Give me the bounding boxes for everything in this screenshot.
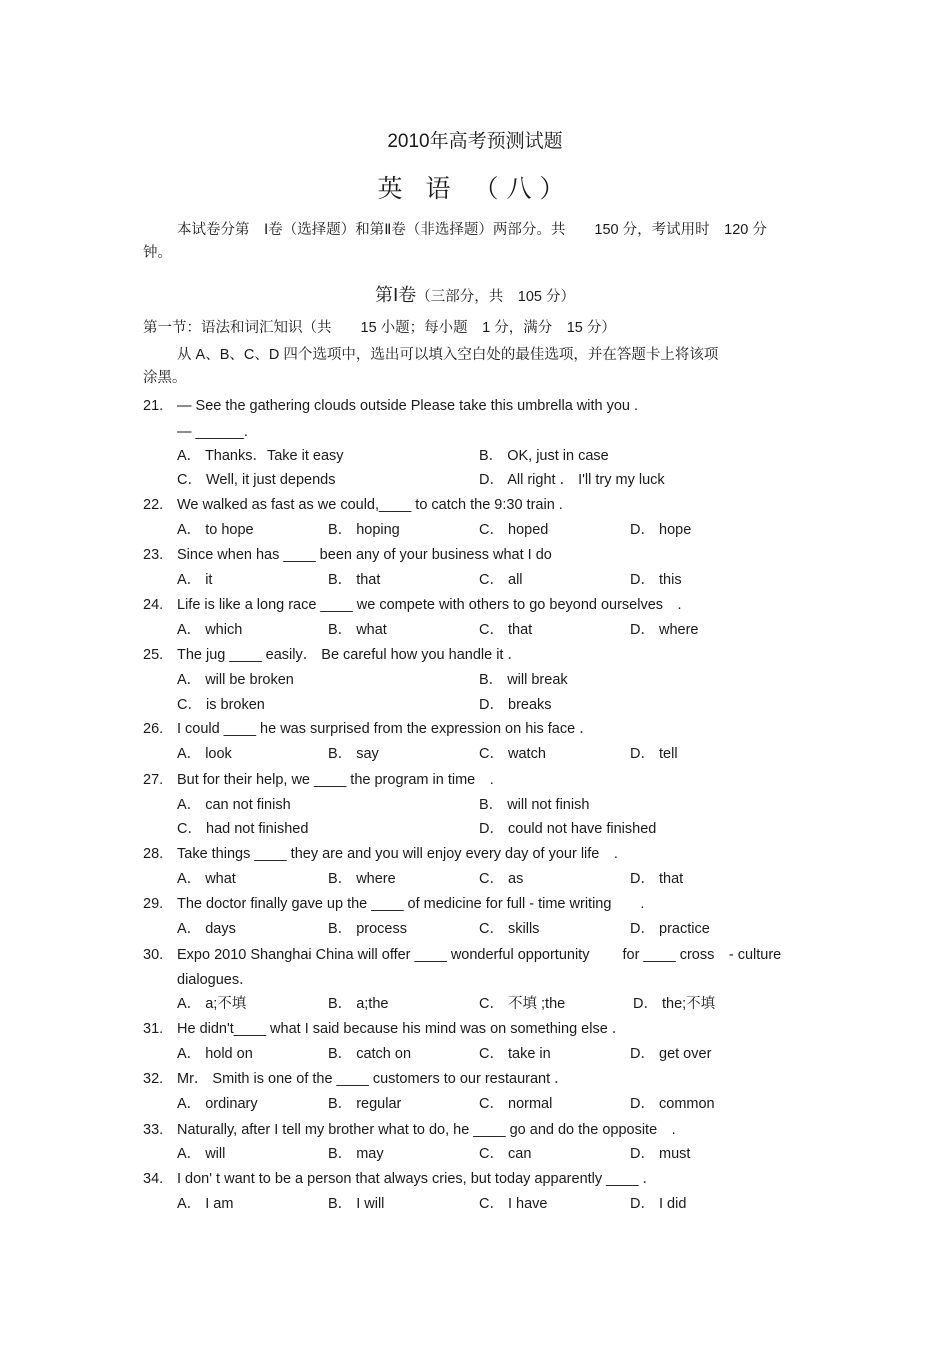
option-b[interactable]: B． a;the bbox=[328, 996, 389, 1012]
option-d[interactable]: D． common bbox=[630, 1096, 715, 1112]
question-text: Take things ____ they are and you will enjoy every day of your life . bbox=[177, 846, 618, 862]
question-text-continued: dialogues． bbox=[177, 972, 254, 988]
option-a[interactable]: A． which bbox=[177, 622, 243, 638]
option-b[interactable]: B． will break bbox=[479, 672, 568, 688]
option-d[interactable]: D． I did bbox=[630, 1196, 687, 1212]
option-a[interactable]: A． hold on bbox=[177, 1046, 253, 1062]
question-text: He didn't____ what I said because his mind was on something else ． bbox=[177, 1021, 627, 1037]
question-number: 29. bbox=[143, 896, 164, 912]
option-c[interactable]: C． can bbox=[479, 1146, 532, 1162]
option-a[interactable]: A． a;不填 bbox=[177, 996, 247, 1012]
option-c[interactable]: C． Well, it just depends bbox=[177, 472, 336, 488]
option-c[interactable]: C． hoped bbox=[479, 522, 549, 538]
question-number: 32. bbox=[143, 1071, 164, 1087]
option-b[interactable]: B． what bbox=[328, 622, 387, 638]
option-a[interactable]: A． will be broken bbox=[177, 672, 294, 688]
part-subtitle: （三部分，共 105 分） bbox=[416, 289, 576, 305]
option-d[interactable]: D． where bbox=[630, 622, 699, 638]
option-d[interactable]: D． could not have finished bbox=[479, 821, 657, 837]
intro-line-2: 钟。 bbox=[143, 245, 172, 261]
option-d[interactable]: D． hope bbox=[630, 522, 692, 538]
option-d[interactable]: D． this bbox=[630, 572, 682, 588]
option-a[interactable]: A． I am bbox=[177, 1196, 234, 1212]
question-number: 30. bbox=[143, 947, 164, 963]
question-text: Since when has ____ been any of your business what I do bbox=[177, 547, 552, 563]
option-d[interactable]: D． get over bbox=[630, 1046, 712, 1062]
option-b[interactable]: B． I will bbox=[328, 1196, 385, 1212]
question-text: The jug ____ easily． Be careful how you handle it ． bbox=[177, 647, 522, 663]
part-heading bbox=[0, 283, 950, 309]
option-a[interactable]: A． can not finish bbox=[177, 797, 291, 813]
option-b[interactable]: B． will not finish bbox=[479, 797, 590, 813]
question-number: 27. bbox=[143, 772, 164, 788]
option-c[interactable]: C． had not finished bbox=[177, 821, 309, 837]
option-c[interactable]: C． all bbox=[479, 572, 523, 588]
question-text: But for their help, we ____ the program in time . bbox=[177, 772, 494, 788]
question-number: 34. bbox=[143, 1171, 164, 1187]
option-c[interactable]: C． skills bbox=[479, 921, 540, 937]
option-d[interactable]: D． practice bbox=[630, 921, 710, 937]
option-a[interactable]: A． Thanks．Take it easy bbox=[177, 448, 344, 464]
question-text: — See the gathering clouds outside Please take this umbrella with you . bbox=[177, 398, 639, 414]
option-d[interactable]: D． that bbox=[630, 871, 684, 887]
option-b[interactable]: B． that bbox=[328, 572, 381, 588]
question-text: The doctor finally gave up the ____ of medicine for full - time writing . bbox=[177, 896, 645, 912]
option-d[interactable]: D． tell bbox=[630, 746, 678, 762]
question-text: Mr． Smith is one of the ____ customers to our restaurant ． bbox=[177, 1071, 569, 1087]
option-b[interactable]: B． OK, just in case bbox=[479, 448, 609, 464]
question-text: Expo 2010 Shanghai China will offer ____ wonderful opportunity for ____ cross - culture bbox=[177, 947, 782, 963]
option-b[interactable]: B． catch on bbox=[328, 1046, 412, 1062]
part-title: 第Ⅰ卷 bbox=[374, 285, 417, 305]
intro-line-1: 本试卷分第 Ⅰ卷（选择题）和第Ⅱ卷（非选择题）两部分。共 150 分，考试用时 120 分 bbox=[177, 222, 767, 238]
option-c[interactable]: C． watch bbox=[479, 746, 546, 762]
question-text: I don' t want to be a person that always cries, but today apparently ____ ． bbox=[177, 1171, 657, 1187]
option-a[interactable]: A． to hope bbox=[177, 522, 254, 538]
question-number: 33. bbox=[143, 1122, 164, 1138]
option-a[interactable]: A． look bbox=[177, 746, 232, 762]
option-b[interactable]: B． regular bbox=[328, 1096, 402, 1112]
option-a[interactable]: A． ordinary bbox=[177, 1096, 258, 1112]
question-number: 24. bbox=[143, 597, 164, 613]
option-b[interactable]: B． hoping bbox=[328, 522, 400, 538]
question-number: 31. bbox=[143, 1021, 164, 1037]
question-text: Naturally, after I tell my brother what to do, he ____ go and do the opposite . bbox=[177, 1122, 676, 1138]
option-b[interactable]: B． say bbox=[328, 746, 379, 762]
question-number: 28. bbox=[143, 846, 164, 862]
option-c[interactable]: C． is broken bbox=[177, 697, 265, 713]
option-b[interactable]: B． process bbox=[328, 921, 407, 937]
option-b[interactable]: B． may bbox=[328, 1146, 384, 1162]
option-c[interactable]: C． normal bbox=[479, 1096, 553, 1112]
option-c[interactable]: C． that bbox=[479, 622, 533, 638]
question-text: Life is like a long race ____ we compete with others to go beyond ourselves . bbox=[177, 597, 682, 613]
option-b[interactable]: B． where bbox=[328, 871, 396, 887]
option-c[interactable]: C． 不填 ;the bbox=[479, 996, 566, 1012]
question-number: 22. bbox=[143, 497, 164, 513]
option-a[interactable]: A． what bbox=[177, 871, 236, 887]
question-number: 25. bbox=[143, 647, 164, 663]
question-text-continued: — ______. bbox=[177, 424, 248, 440]
question-number: 21. bbox=[143, 398, 164, 414]
option-a[interactable]: A． it bbox=[177, 572, 213, 588]
option-a[interactable]: A． will bbox=[177, 1146, 226, 1162]
question-number: 26. bbox=[143, 721, 164, 737]
option-d[interactable]: D． must bbox=[630, 1146, 691, 1162]
subject-title: 英 语 （八） bbox=[377, 175, 573, 203]
option-a[interactable]: A． days bbox=[177, 921, 236, 937]
option-d[interactable]: D． breaks bbox=[479, 697, 552, 713]
question-text: I could ____ he was surprised from the expression on his face ． bbox=[177, 721, 594, 737]
option-c[interactable]: C． as bbox=[479, 871, 524, 887]
option-c[interactable]: C． take in bbox=[479, 1046, 551, 1062]
question-text: We walked as fast as we could,____ to catch the 9:30 train . bbox=[177, 497, 563, 513]
question-number: 23. bbox=[143, 547, 164, 563]
section-instruction-line-1: 从 A、B、C、D 四个选项中，选出可以填入空白处的最佳选项，并在答题卡上将该项 bbox=[177, 347, 719, 363]
option-c[interactable]: C． I have bbox=[479, 1196, 548, 1212]
section-heading: 第一节：语法和词汇知识（共 15 小题；每小题 1 分，满分 15 分） bbox=[143, 320, 616, 336]
section-instruction-line-2: 涂黑。 bbox=[143, 370, 187, 386]
exam-title: 2010年高考预测试题 bbox=[387, 131, 563, 152]
option-d[interactable]: D． All right ． I'll try my luck bbox=[479, 472, 665, 488]
option-d[interactable]: D． the;不填 bbox=[633, 996, 716, 1012]
